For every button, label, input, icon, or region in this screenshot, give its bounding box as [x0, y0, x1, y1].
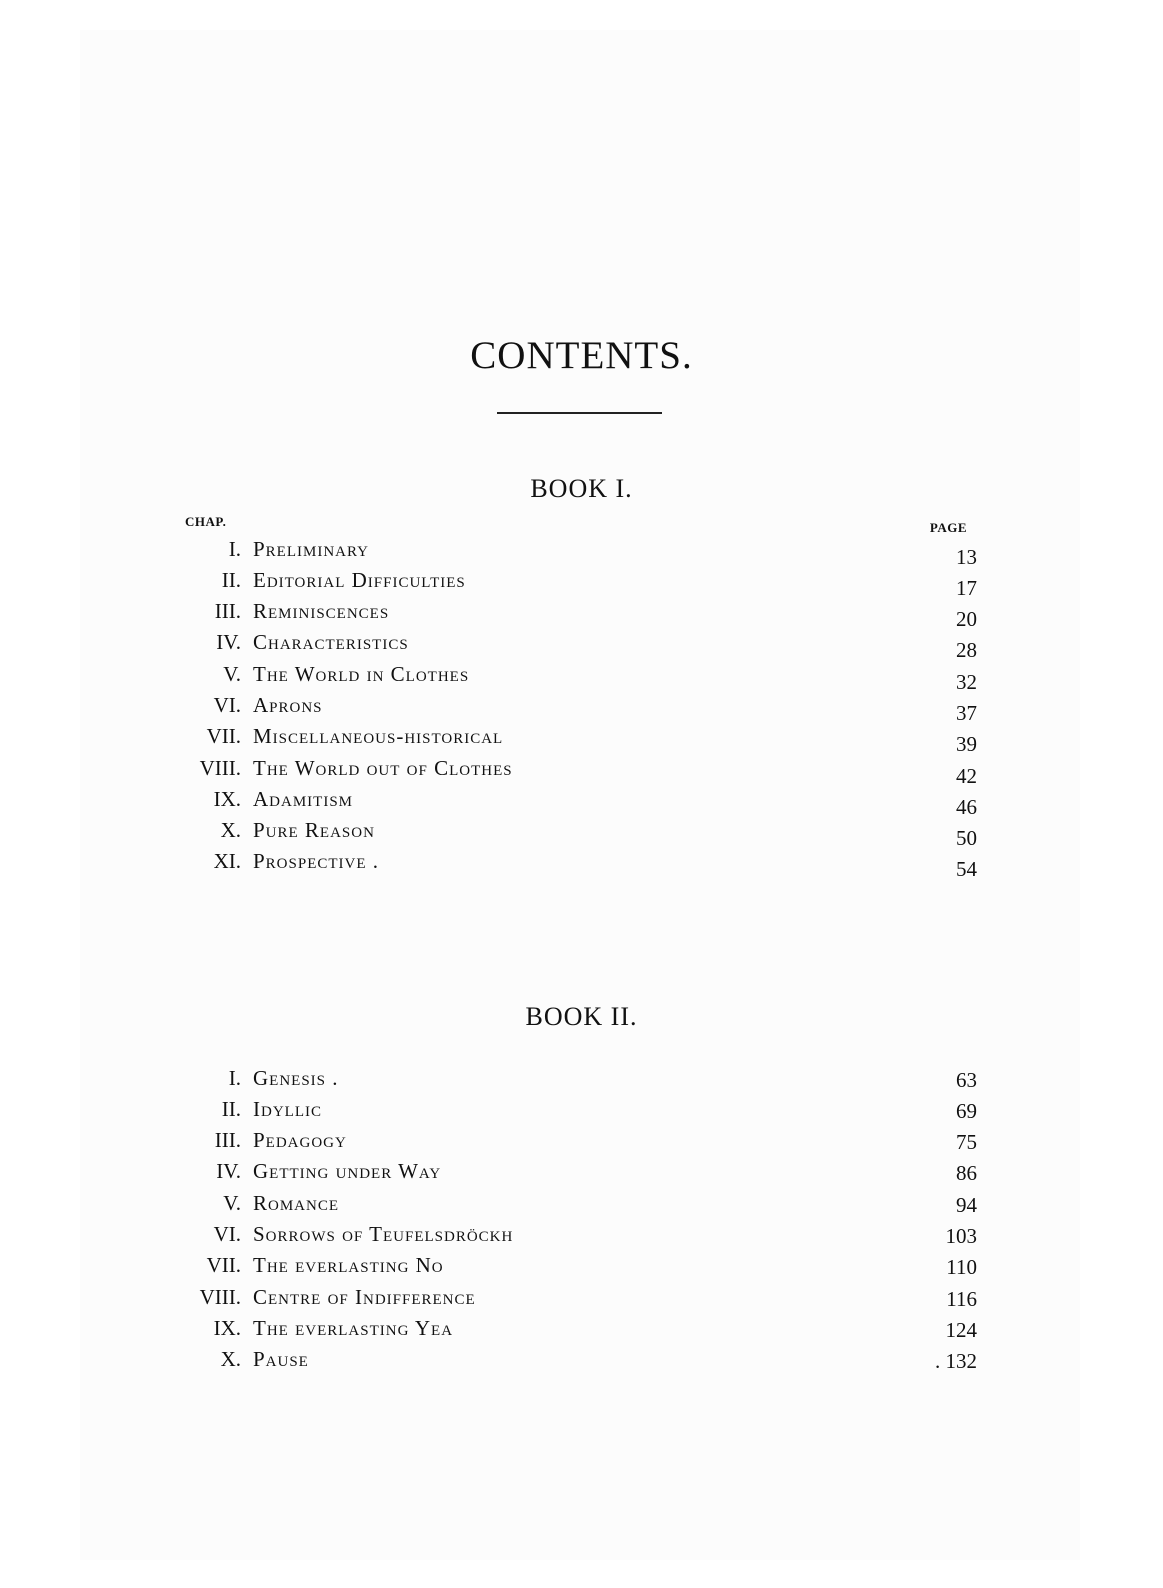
page-title: CONTENTS.: [470, 334, 693, 378]
chapter-numeral: II.: [221, 1097, 241, 1121]
chapter-page-number: 110: [946, 1255, 977, 1279]
chapter-numeral: VII.: [206, 1253, 241, 1277]
toc-entry[interactable]: [0, 693, 1163, 723]
toc-entry[interactable]: [0, 724, 1163, 754]
toc-entry[interactable]: [0, 1316, 1163, 1346]
chapter-title: Aprons: [253, 693, 323, 717]
chapter-numeral: VI.: [213, 693, 241, 717]
toc-entry[interactable]: [0, 568, 1163, 598]
chapter-page-number: 37: [956, 701, 977, 725]
chapter-title: Centre of Indifference: [253, 1285, 476, 1309]
chapter-title: Pause: [253, 1347, 309, 1371]
chapter-numeral: XI.: [213, 849, 241, 873]
chapter-title: Romance: [253, 1191, 340, 1215]
title-divider: [497, 412, 662, 414]
chapter-title: Reminiscences: [253, 599, 390, 623]
chapter-page-number: 75: [956, 1130, 977, 1154]
chapter-page-number: 54: [956, 857, 977, 881]
toc-entry[interactable]: [0, 662, 1163, 692]
page-column-label: PAGE: [929, 520, 967, 535]
chapter-title: Getting under Way: [253, 1159, 442, 1183]
chapter-numeral: V.: [223, 662, 241, 686]
toc-entry[interactable]: [0, 599, 1163, 629]
chapter-page-number: 124: [945, 1318, 977, 1342]
chapter-title: Preliminary: [253, 537, 370, 561]
toc-entry[interactable]: [0, 1222, 1163, 1252]
toc-entry[interactable]: [0, 1347, 1163, 1377]
toc-entry[interactable]: [0, 630, 1163, 660]
chapter-title: Miscellaneous-historical: [253, 724, 504, 748]
chapter-numeral: II.: [221, 568, 241, 592]
chapter-numeral: III.: [214, 1128, 241, 1152]
chapter-page-number: 63: [956, 1068, 977, 1092]
chapter-page-number: 69: [956, 1099, 977, 1123]
toc-entry[interactable]: [0, 537, 1163, 567]
chapter-page-number: 39: [956, 732, 977, 756]
chapter-numeral: III.: [214, 599, 241, 623]
chapter-numeral: V.: [223, 1191, 241, 1215]
chapter-page-number: . 132: [935, 1349, 977, 1373]
chapter-page-number: 116: [946, 1287, 977, 1311]
chapter-page-number: 42: [956, 764, 977, 788]
toc-entry[interactable]: [0, 1191, 1163, 1221]
chapter-page-number: 94: [956, 1193, 977, 1217]
chapter-page-number: 13: [956, 545, 977, 569]
chapter-title: The World out of Clothes: [253, 756, 513, 780]
chap-column-label: CHAP.: [185, 514, 227, 529]
chapter-numeral: VI.: [213, 1222, 241, 1246]
toc-entry[interactable]: [0, 1159, 1163, 1189]
chapter-title: Prospective .: [253, 849, 380, 873]
toc-entry[interactable]: [0, 1253, 1163, 1283]
chapter-title: The everlasting Yea: [253, 1316, 454, 1340]
toc-entry[interactable]: [0, 818, 1163, 848]
chapter-title: The World in Clothes: [253, 662, 470, 686]
chapter-page-number: 103: [945, 1224, 977, 1248]
chapter-numeral: VII.: [206, 724, 241, 748]
toc-entry[interactable]: [0, 849, 1163, 879]
chapter-numeral: IX.: [213, 787, 241, 811]
chapter-title: The everlasting No: [253, 1253, 444, 1277]
chapter-numeral: I.: [228, 537, 241, 561]
chapter-page-number: 50: [956, 826, 977, 850]
chapter-numeral: IV.: [216, 1159, 241, 1183]
chapter-page-number: 32: [956, 670, 977, 694]
toc-entry[interactable]: [0, 756, 1163, 786]
chapter-numeral: IX.: [213, 1316, 241, 1340]
toc-entry[interactable]: [0, 1128, 1163, 1158]
book-2-heading: BOOK II.: [525, 1002, 638, 1031]
toc-entry[interactable]: [0, 1097, 1163, 1127]
chapter-page-number: 17: [956, 576, 977, 600]
chapter-numeral: X.: [220, 818, 241, 842]
book-1-heading: BOOK I.: [530, 474, 633, 503]
toc-entry[interactable]: [0, 787, 1163, 817]
chapter-title: Characteristics: [253, 630, 409, 654]
chapter-numeral: VIII.: [199, 1285, 241, 1309]
chapter-page-number: 20: [956, 607, 977, 631]
chapter-title: Idyllic: [253, 1097, 322, 1121]
chapter-title: Adamitism: [253, 787, 354, 811]
chapter-numeral: IV.: [216, 630, 241, 654]
chapter-page-number: 86: [956, 1161, 977, 1185]
chapter-page-number: 28: [956, 638, 977, 662]
chapter-title: Genesis .: [253, 1066, 339, 1090]
chapter-numeral: I.: [228, 1066, 241, 1090]
chapter-title: Pure Reason: [253, 818, 375, 842]
toc-entry[interactable]: [0, 1066, 1163, 1096]
chapter-title: Sorrows of Teufelsdröckh: [253, 1222, 514, 1246]
chapter-numeral: X.: [220, 1347, 241, 1371]
chapter-page-number: 46: [956, 795, 977, 819]
chapter-title: Editorial Difficulties: [253, 568, 466, 592]
chapter-title: Pedagogy: [253, 1128, 347, 1152]
toc-entry[interactable]: [0, 1285, 1163, 1315]
chapter-numeral: VIII.: [199, 756, 241, 780]
